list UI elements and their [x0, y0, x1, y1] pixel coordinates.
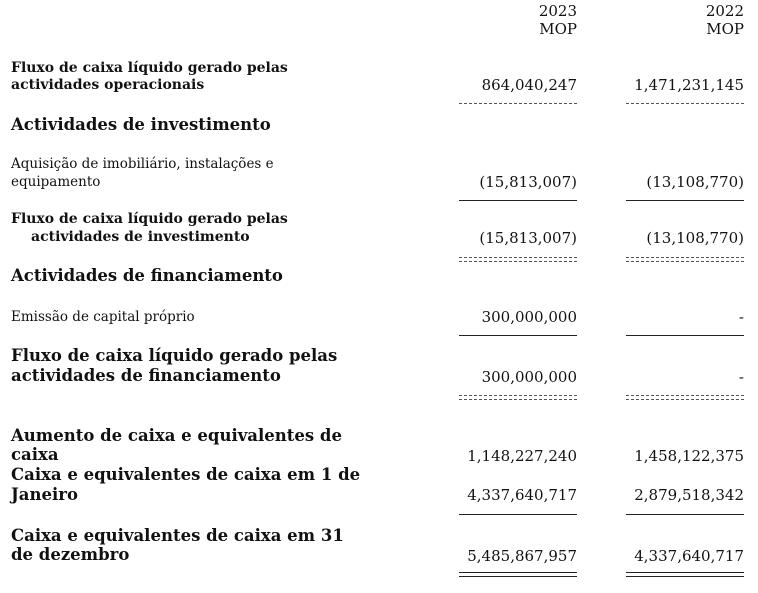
header-currency-2022: MOP	[706, 20, 744, 38]
increase-value-2023: 1,148,227,240	[467, 447, 577, 465]
header-currency-2023: MOP	[539, 20, 577, 38]
investing-net-label-line1: Fluxo de caixa líquido gerado pelas	[11, 211, 288, 227]
operating-value-2022: 1,471,231,145	[634, 76, 744, 94]
investing-net-value-2022: (13,108,770)	[646, 229, 744, 247]
acquisition-value-2023: (15,813,007)	[479, 173, 577, 191]
opening-label-line2: Janeiro	[11, 485, 78, 504]
increase-label-line1: Aumento de caixa e equivalentes de	[11, 426, 342, 445]
capital-issue-value-2022: -	[738, 308, 744, 326]
increase-value-2022: 1,458,122,375	[634, 447, 744, 465]
financing-net-label-line1: Fluxo de caixa líquido gerado pelas	[11, 346, 338, 365]
increase-label-line2: caixa	[11, 445, 59, 464]
operating-underline-2023	[459, 103, 577, 104]
operating-label-line1: Fluxo de caixa líquido gerado pelas	[11, 60, 288, 76]
closing-double-underline-2023	[459, 572, 577, 577]
financing-heading: Actividades de financiamento	[11, 266, 283, 285]
closing-label-line2: de dezembro	[11, 545, 130, 564]
operating-underline-2022	[626, 103, 744, 104]
acquisition-value-2022: (13,108,770)	[646, 173, 744, 191]
capital-issue-underline-2022	[626, 335, 744, 336]
investing-net-double-underline-2023	[459, 257, 577, 262]
acquisition-label-line1: Aquisição de imobiliário, instalações e	[11, 156, 274, 172]
opening-underline-2023	[459, 514, 577, 515]
investing-net-double-underline-2022	[626, 257, 744, 262]
investing-net-label-line2: actividades de investimento	[31, 229, 250, 245]
financing-net-value-2023: 300,000,000	[481, 368, 577, 386]
acquisition-label-line2: equipamento	[11, 174, 101, 190]
header-year-2023: 2023	[538, 2, 577, 20]
opening-value-2023: 4,337,640,717	[467, 486, 577, 504]
acquisition-underline-2022	[626, 200, 744, 201]
investing-net-value-2023: (15,813,007)	[479, 229, 577, 247]
financing-net-double-underline-2022	[626, 395, 744, 400]
opening-label-line1: Caixa e equivalentes de caixa em 1 de	[11, 465, 361, 484]
closing-value-2023: 5,485,867,957	[467, 547, 577, 565]
closing-double-underline-2022	[626, 572, 744, 577]
investing-heading: Actividades de investimento	[11, 115, 271, 134]
closing-label-line1: Caixa e equivalentes de caixa em 31	[11, 526, 344, 545]
financing-net-double-underline-2023	[459, 395, 577, 400]
closing-value-2022: 4,337,640,717	[634, 547, 744, 565]
opening-value-2022: 2,879,518,342	[634, 486, 744, 504]
financing-net-value-2022: -	[738, 368, 744, 386]
header-year-2022: 2022	[705, 2, 744, 20]
capital-issue-underline-2023	[459, 335, 577, 336]
operating-value-2023: 864,040,247	[481, 76, 577, 94]
capital-issue-label: Emissão de capital próprio	[11, 309, 195, 325]
opening-underline-2022	[626, 514, 744, 515]
capital-issue-value-2023: 300,000,000	[481, 308, 577, 326]
acquisition-underline-2023	[459, 200, 577, 201]
financing-net-label-line2: actividades de financiamento	[11, 366, 281, 385]
operating-label-line2: actividades operacionais	[11, 77, 205, 93]
